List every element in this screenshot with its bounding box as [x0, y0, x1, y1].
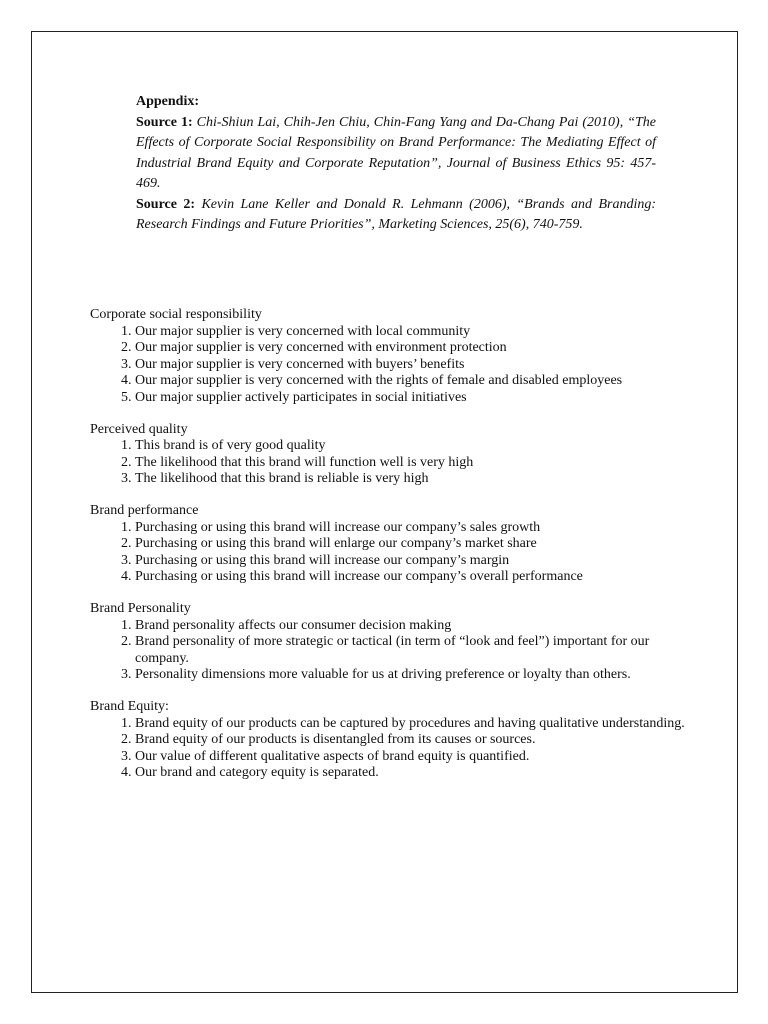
section-csr [90, 307, 700, 406]
section-title: Brand Personality [90, 601, 191, 616]
item-list [90, 438, 700, 488]
source-2-label: Source 2: [136, 196, 202, 212]
section-title: Perceived quality [90, 421, 188, 437]
section-title: Corporate social responsibility [90, 307, 262, 322]
appendix-heading: Appendix: [136, 94, 200, 109]
source-2-citation: Kevin Lane Keller and Donald R. Lehmann (2006), “Brands and Branding: Research Findings and Future Priorities”, Marketing Sciences, 25(6), 740-759. [136, 196, 657, 232]
list-item: 3. Our major supplier is very concerned with buyers’ benefits [135, 357, 700, 374]
list-item: 4. Our brand and category equity is separated. [135, 765, 700, 782]
list-item: 3. Purchasing or using this brand will increase our company’s margin [135, 553, 700, 570]
list-item: 2. Brand equity of our products is disentangled from its causes or sources. [135, 732, 700, 749]
source-1-label: Source 1: [136, 114, 197, 130]
list-item: 3. Our value of different qualitative aspects of brand equity is quantified. [135, 749, 700, 766]
list-item: 4. Purchasing or using this brand will increase our company’s overall performance [135, 569, 700, 586]
source-2 [136, 195, 656, 236]
list-item: 2. Our major supplier is very concerned with environment protection [135, 340, 700, 357]
list-item: 1. Brand personality affects our consumer decision making [135, 618, 700, 635]
item-list [90, 324, 700, 407]
list-item: 4. Our major supplier is very concerned with the rights of female and disabled employees [135, 373, 700, 390]
section-brand-equity [90, 699, 700, 782]
list-item: 3. The likelihood that this brand is reliable is very high [135, 471, 700, 488]
list-item: 5. Our major supplier actively participates in social initiatives [135, 390, 700, 407]
list-item: 1. Brand equity of our products can be captured by procedures and having qualitative understanding. [135, 716, 700, 733]
list-item: 1. This brand is of very good quality [135, 438, 700, 455]
section-title: Brand performance [90, 503, 199, 518]
section-title: Brand Equity: [90, 699, 169, 714]
list-item: 2. Brand personality of more strategic or tactical (in term of “look and feel”) important for our company. [135, 634, 700, 667]
list-item: 1. Purchasing or using this brand will increase our company’s sales growth [135, 520, 700, 537]
section-brand-personality [90, 601, 700, 684]
list-item: 2. Purchasing or using this brand will enlarge our company’s market share [135, 536, 700, 553]
list-item: 2. The likelihood that this brand will function well is very high [135, 455, 700, 472]
source-1-citation: Chi-Shiun Lai, Chih-Jen Chiu, Chin-Fang Yang and Da-Chang Pai (2010), “The Effects of Corporate Social Responsibility on Brand Performance: The Mediating Effect of Industrial Brand Equity and Corporate Reputation”, Journal of Business Ethics 95: 457-469. [136, 114, 656, 191]
list-item: 1. Our major supplier is very concerned with local community [135, 324, 700, 341]
appendix-block [136, 92, 656, 236]
list-item: 3. Personality dimensions more valuable for us at driving preference or loyalty than others. [135, 667, 700, 684]
item-list [90, 520, 700, 586]
questionnaire-body [90, 307, 700, 797]
section-brand-performance [90, 503, 700, 586]
source-1 [136, 113, 656, 195]
item-list [90, 618, 700, 684]
item-list [90, 716, 700, 782]
section-perceived-quality [90, 422, 700, 488]
